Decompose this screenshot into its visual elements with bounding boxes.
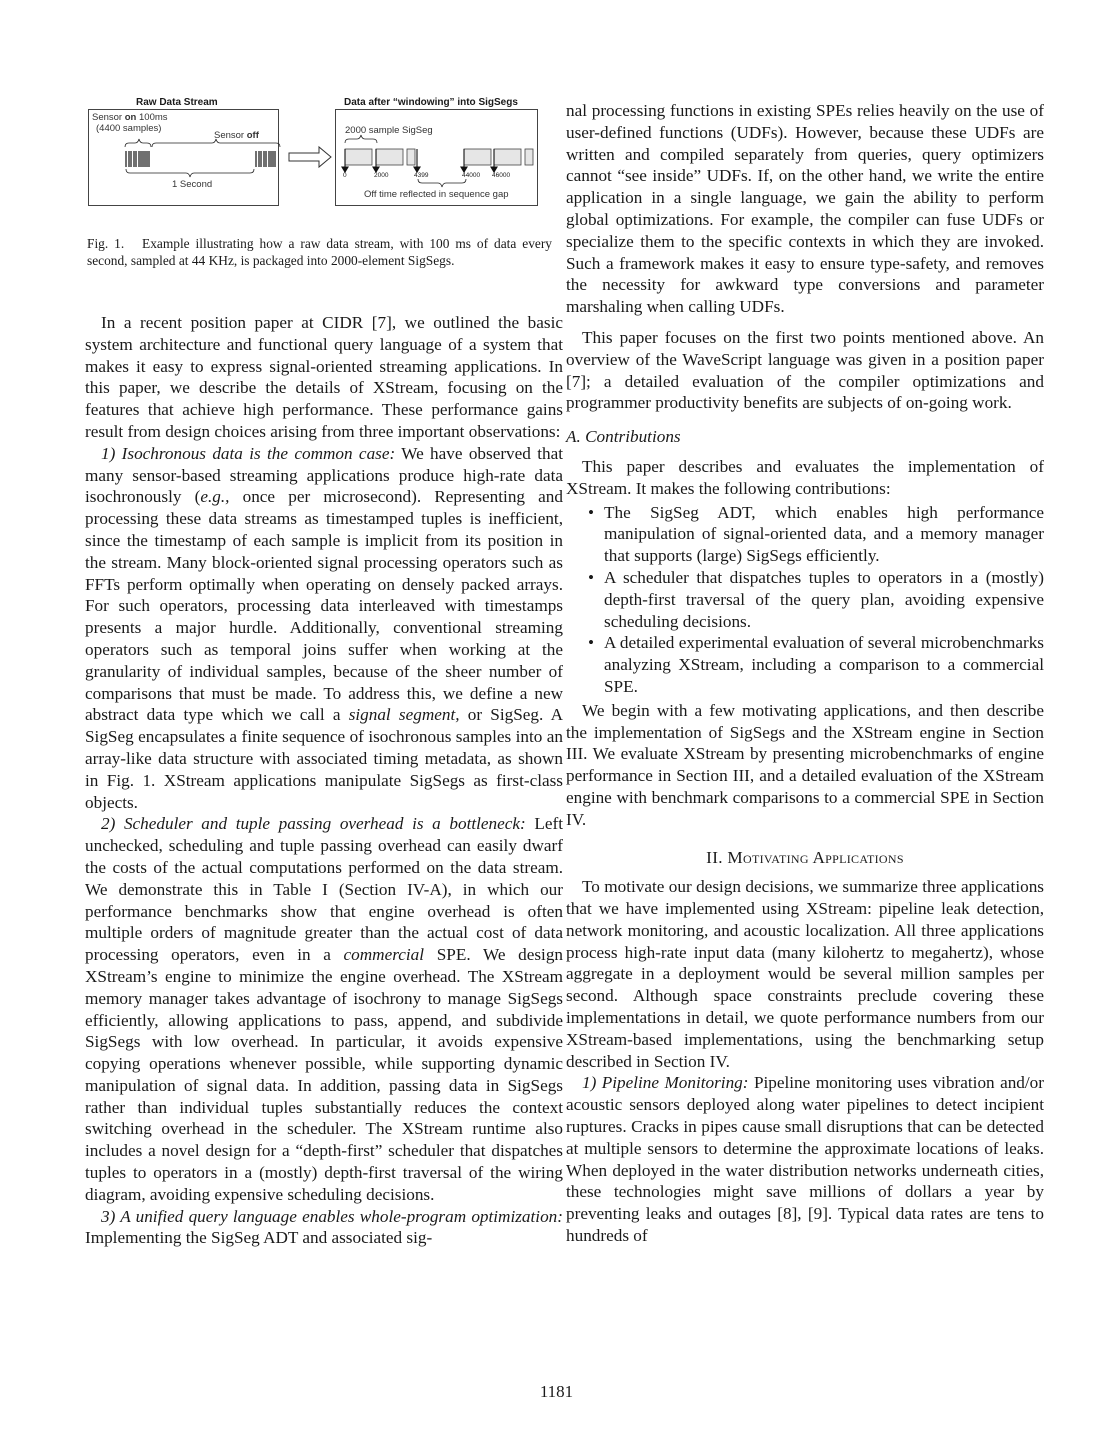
one-second-label: 1 Second [172, 179, 213, 190]
tick-label-46000: 46000 [492, 172, 511, 179]
figure-1 [88, 97, 538, 209]
list-item: • A scheduler that dispatches tuples to operators in a (mostly) depth-first traversal of the query plan, avoiding expensive scheduling decisions. [604, 567, 1044, 632]
observation-1: 1) Isochronous data is the common case: We have observed that many sensor-based streaming applications produce high-rate data isochronously (e.g., once per microsecond). Representing and processing these data streams as timestamped tuples is inefficient, since the timestamp of each sample is implicit from its position in the stream. Many block-oriented signal processing operators such as FFTs perform optimally when operating on densely packed arrays. For such operators, processing data interleaved with timestamps presents a major hurdle. Additionally, conventional streaming operators such as temporal joins suffer when working at the granularity of individual samples, because of the sheer number of comparisons that must be made. To address this, we define a new abstract data type which we call a signal segment, or SigSeg. A SigSeg encapsulates a finite sequence of isochronous samples into an array-like data structure with associated timing metadata, as shown in Fig. 1. XStream applications manipulate SigSegs as first-class objects. [85, 443, 563, 812]
sigseg-label: 2000 sample SigSeg [345, 125, 433, 136]
observation-1-title: 1) Isochronous data is the common case: [101, 443, 396, 463]
observation-3: 3) A unified query language enables whole-program optimization: Implementing the SigSeg ADT and associated sig- [85, 1206, 563, 1248]
left-column [85, 312, 563, 1249]
tick-label-4399: 4399 [414, 172, 429, 179]
observation-2-title: 2) Scheduler and tuple passing overhead is a bottleneck: [101, 814, 526, 834]
page-number: 1181 [539, 1382, 574, 1401]
figure-right-title: Data after “windowing” into SigSegs [344, 97, 518, 108]
intro-paragraph: In a recent position paper at CIDR [7], we outlined the basic system architecture and functional query language of a system that makes it easy to express signal-oriented streaming applications. In this paper, we describe the details of XStream, focusing on the features that achieve high performance. These performance gains result from design choices arising from three important observations: [85, 313, 563, 441]
list-item: • A detailed experimental evaluation of several microbenchmarks analyzing XStream, including a comparison to a commercial SPE. [604, 632, 1044, 697]
observation-3-title: 3) A unified query language enables whole-program optimization: [101, 1206, 563, 1226]
pipeline-paragraph: 1) Pipeline Monitoring: Pipeline monitoring uses vibration and/or acoustic sensors deployed along water pipelines to detect incipient ruptures. Cracks in pipes cause small disruptions that can be detected at multiple sensors to determine the approximate locations of leaks. When deployed in the water distribution networks underneath cities, these technologies might save millions of dollars a year by preventing leaks and outages [8], [9]. Typical data rates are tens to hundreds of [566, 1073, 1044, 1246]
samples-label: (4400 samples) [96, 123, 162, 134]
right-column [566, 100, 1044, 1247]
gap-label: Off time reflected in sequence gap [364, 189, 509, 200]
tick-label-0: 0 [343, 172, 347, 179]
caption-label: Fig. 1. [87, 236, 125, 251]
sensor-off-label: Sensor off [214, 130, 259, 141]
udf-paragraph: nal processing functions in existing SPEs relies heavily on the use of user-defined functions (UDFs). However, because these UDFs are written and compiled separately from queries, query optimizers cannot “see inside” UDFs. If, on the other hand, we write the entire application in a single language, we gain the ability to perform global optimizations. For example, the compiler can fuse UDFs or specialize them to the specific contexts in which they are invoked. Such a framework makes it easy to ensure type-safety, and removes the necessity for awkward type conversions and parameter marshaling when calling UDFs. [566, 101, 1044, 317]
figure-left-title: Raw Data Stream [136, 97, 218, 108]
list-item: • The SigSeg ADT, which enables high performance manipulation of signal-oriented data, and a memory manager that supports (large) SigSegs efficiently. [604, 502, 1044, 567]
motivation-paragraph: To motivate our design decisions, we summarize three applications that we have implemented using XStream: pipeline leak detection, network monitoring, and acoustic localization. All three applications process high-rate input data (many kilohertz to megahertz), whose aggregate in a deployment would be several million samples per second. Although space constraints preclude covering these implementations in detail, we quote performance numbers from our XStream-based implementations, using the benchmarking setup described in Section IV. [566, 877, 1044, 1071]
subsection-heading: A. Contributions [566, 427, 681, 447]
contributions-list [566, 502, 1044, 698]
section-heading: II. Motivating Applications [706, 847, 904, 867]
sensor-on-label: Sensor on 100ms [92, 112, 168, 123]
outline-paragraph: We begin with a few motivating applications, and then describe the implementation of SigSegs and the XStream engine in Section III. We evaluate XStream by presenting microbenchmarks of engine performance in Section III, and a detailed evaluation of the XStream engine with benchmark comparisons to a commercial SPE in Section IV. [566, 700, 1044, 829]
figure-caption [87, 235, 552, 269]
contributions-intro: This paper describes and evaluates the implementation of XStream. It makes the following contributions: [566, 456, 1044, 498]
tick-label-2000: 2000 [374, 172, 389, 179]
pipeline-title: 1) Pipeline Monitoring: [582, 1073, 749, 1093]
focus-paragraph: This paper focuses on the first two points mentioned above. An overview of the WaveScript language was given in a position paper [7]; a detailed evaluation of the compiler optimizations and programmer productivity benefits are subjects of on-going work. [566, 327, 1044, 413]
tick-label-44000: 44000 [462, 172, 481, 179]
observation-2: 2) Scheduler and tuple passing overhead is a bottleneck: Left unchecked, scheduling and tuple passing overhead can easily dwarf the costs of the actual computations performed on the data stream. We demonstrate this in Table I (Section IV-A), in which our performance benchmarks show that engine overhead is often multiple orders of magnitude greater than the actual cost of data processing operators, even in a commercial SPE. We design XStream’s engine to minimize the engine overhead. The XStream memory manager takes advantage of isochrony to manage SigSegs efficiently, allowing applications to pass, append, and subdivide SigSegs with low overhead. In particular, it avoids expensive copying operations whenever possible, while supporting dynamic manipulation of signal data. In addition, passing data in SigSegs rather than individual tuples substantially reduces the context switching overhead in the scheduler. The XStream runtime also includes a novel design for a “depth-first” scheduler that dispatches tuples to operators in a (mostly) depth-first traversal of the wiring diagram, avoiding expensive scheduling decisions. [85, 814, 564, 1204]
caption-text: Example illustrating how a raw data stream, with 100 ms of data every second, sampled at 44 KHz, is packaged into 2000-element SigSegs. [87, 236, 553, 268]
